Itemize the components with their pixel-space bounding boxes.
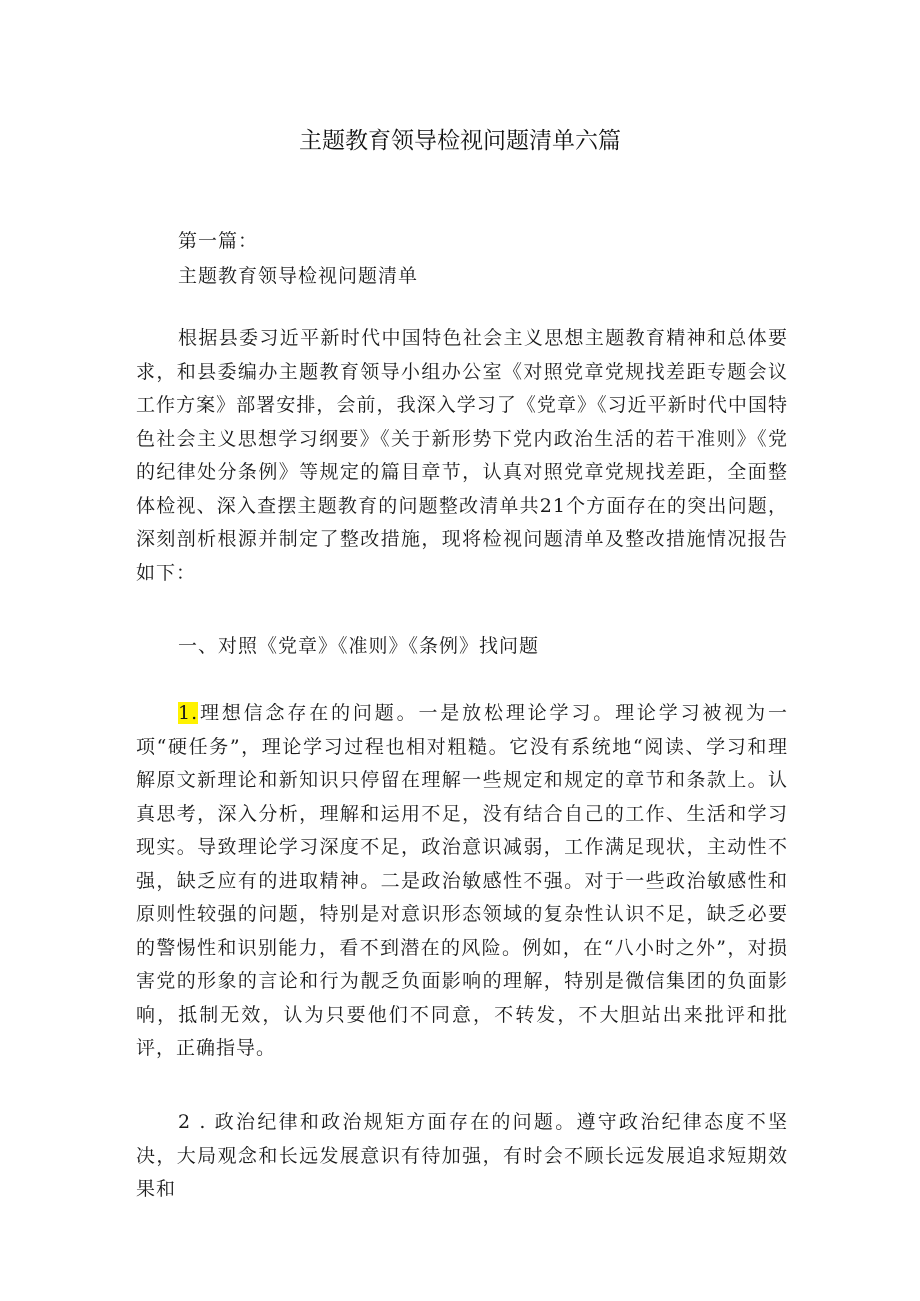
section-heading: 一、对照《党章》《准则》《条例》找问题 <box>178 635 540 657</box>
item-1-number: 1. <box>178 702 199 724</box>
item-1-paragraph <box>136 697 788 1066</box>
part-title: 主题教育领导检视问题清单 <box>178 265 419 287</box>
item-2-paragraph: 2 . 政治纪律和政治规矩方面存在的问题。遵守政治纪律态度不坚决，大局观念和长远发展意识有待加强，有时会不顾长远发展追求短期效果和 <box>136 1111 788 1200</box>
item-1-text: 理想信念存在的问题。一是放松理论学习。理论学习被视为一项“硬任务”，理论学习过程也相对粗糙。它没有系统地“阅读、学习和理解原文新理论和新知识只停留在理解一些规定和规定的章节和条款上。认真思考，深入分析，理解和运用不足，没有结合自己的工作、生活和学习现实。导致理论学习深度不足，政治意识减弱，工作满足现状，主动性不强，缺乏应有的进取精神。二是政治敏感性不强。对于一些政治敏感性和原则性较强的问题，特别是对意识形态领域的复杂性认识不足，缺乏必要的警惕性和识别能力，看不到潜在的风险。例如，在“八小时之外”，对损害党的形象的言论和行为靓乏负面影响的理解，特别是微信集团的负面影响，抵制无效，认为只要他们不同意，不转发，不大胆站出来批评和批评，正确指导。 <box>136 702 788 1059</box>
document-title: 主题教育领导检视问题清单六篇 <box>299 128 621 154</box>
part-label: 第一篇： <box>178 230 259 252</box>
intro-paragraph: 根据县委习近平新时代中国特色社会主义思想主题教育精神和总体要求，和县委编办主题教育领导小组办公室《对照党章党规找差距专题会议工作方案》部署安排，会前，我深入学习了《党章》《习近平新时代中国特色社会主义思想学习纲要》《关于新形势下党内政治生活的若干准则》《党的纪律处分条例》等规定的篇目章节，认真对照党章党规找差距，全面整体检视、深入查摆主题教育的问题整改清单共21个方面存在的突出问题，深刻剖析根源并制定了整改措施，现将检视问题清单及整改措施情况报告如下： <box>136 327 788 584</box>
